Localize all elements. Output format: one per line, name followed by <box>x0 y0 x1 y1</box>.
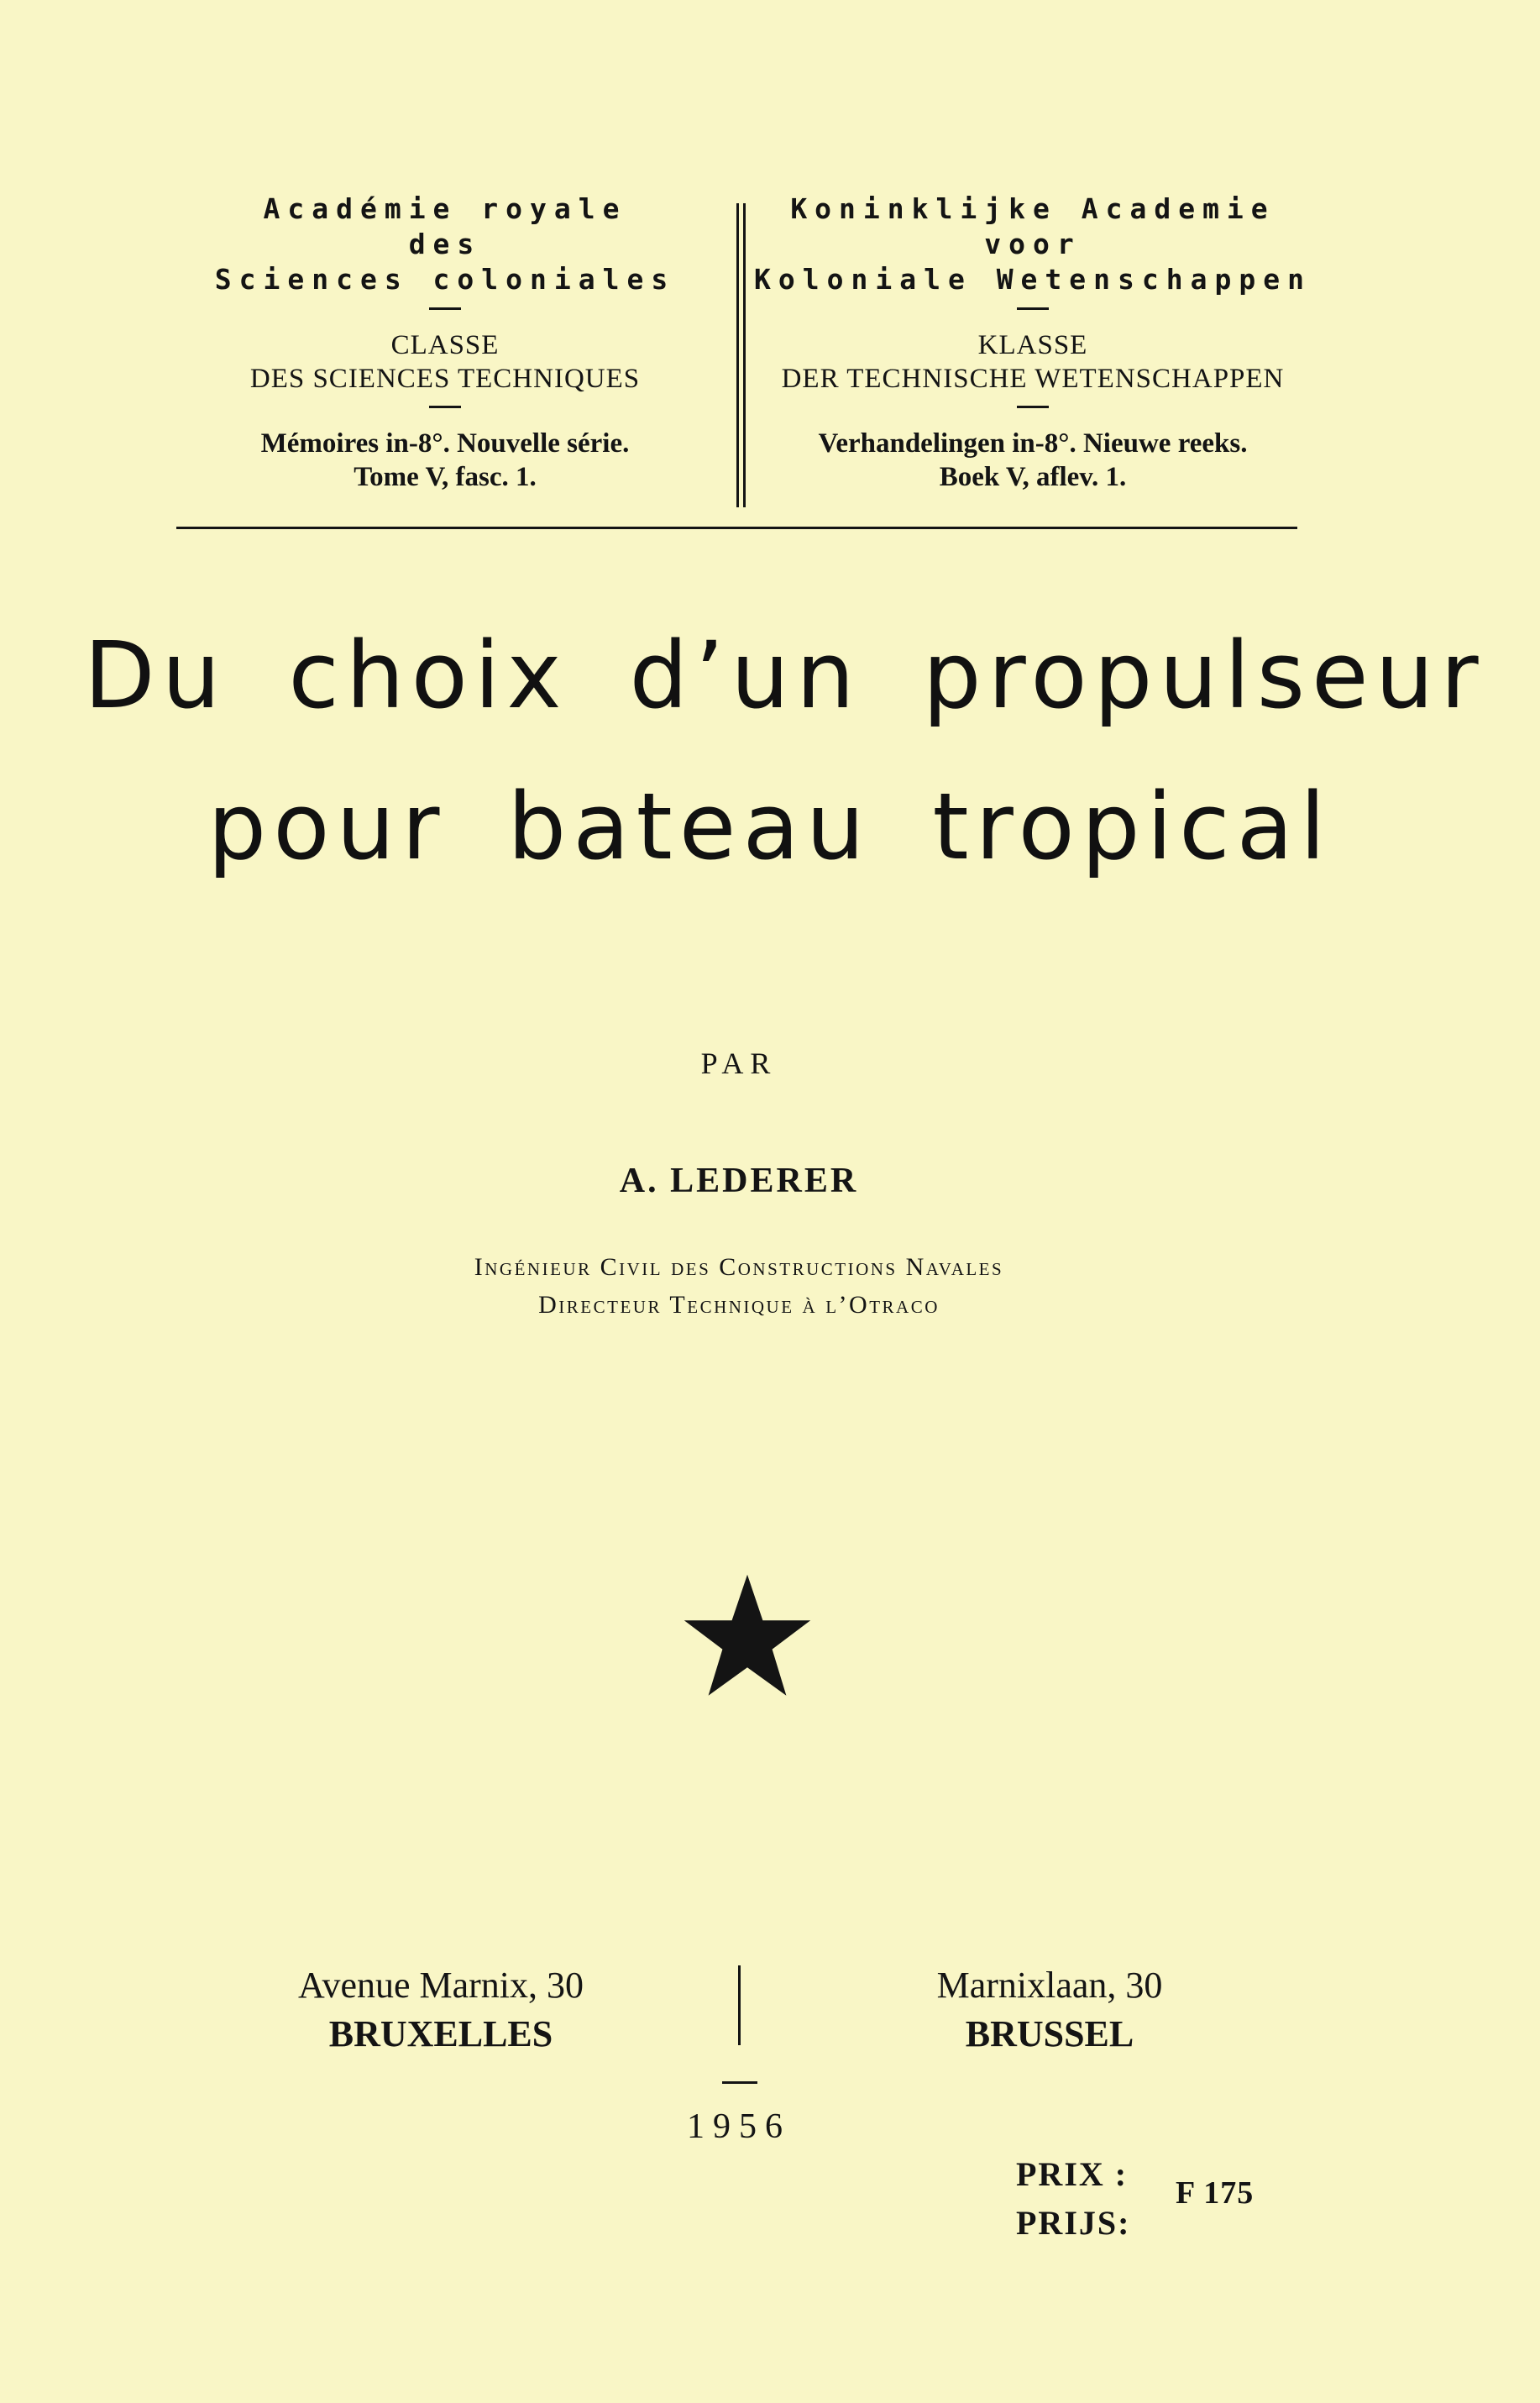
author-name: A. LEDERER <box>619 1162 859 1200</box>
price-label-fr: PRIX : <box>1016 2155 1129 2193</box>
street-address: Avenue Marnix, 30 <box>297 1965 584 2006</box>
author-role: Directeur Technique à l’Otraco <box>538 1291 940 1319</box>
academy-name-line: Académie royale <box>263 192 627 225</box>
year-dash <box>722 2081 757 2084</box>
class-line: CLASSE <box>390 330 500 360</box>
academy-name-line: des <box>408 228 482 260</box>
header-right-column <box>739 192 1327 494</box>
academy-name-line: voor <box>984 228 1082 260</box>
city-name: BRUXELLES <box>328 2013 553 2054</box>
price-labels <box>1016 2150 1130 2248</box>
star-icon <box>680 1571 815 1705</box>
price-value: F 175 <box>1176 2175 1255 2211</box>
header-rule <box>176 527 1297 529</box>
series-line: Mémoires in-8°. Nouvelle série. <box>260 428 630 459</box>
author-role: Ingénieur Civil des Constructions Navales <box>474 1253 1004 1281</box>
publication-year: 1956 <box>687 2107 791 2146</box>
academy-name-line: Koninklijke Academie <box>790 192 1275 225</box>
header-left-column <box>202 192 689 494</box>
series-line: Boek V, aflev. 1. <box>939 462 1127 492</box>
dash-divider <box>1017 307 1049 310</box>
class-line: DER TECHNISCHE WETENSCHAPPEN <box>781 364 1285 394</box>
series-line: Verhandelingen in-8°. Nieuwe reeks. <box>818 428 1248 459</box>
address-divider <box>738 1965 741 2045</box>
title-line: pour bateau tropical <box>207 773 1333 880</box>
class-line: KLASSE <box>977 330 1088 360</box>
by-label: PAR <box>700 1047 778 1080</box>
street-address: Marnixlaan, 30 <box>936 1965 1163 2006</box>
dash-divider <box>1017 406 1049 408</box>
dash-divider <box>429 406 461 408</box>
academy-name-line: Koloniale Wetenschappen <box>754 263 1312 296</box>
title-line: Du choix d’un propulseur <box>84 622 1485 729</box>
class-line: DES SCIENCES TECHNIQUES <box>249 364 641 394</box>
dash-divider <box>429 307 461 310</box>
address-right <box>873 1961 1226 2059</box>
academy-name-line: Sciences coloniales <box>214 263 676 296</box>
series-line: Tome V, fasc. 1. <box>354 462 537 492</box>
address-left <box>252 1961 630 2059</box>
city-name: BRUSSEL <box>965 2013 1134 2054</box>
price-label-nl: PRIJS: <box>1016 2204 1131 2242</box>
